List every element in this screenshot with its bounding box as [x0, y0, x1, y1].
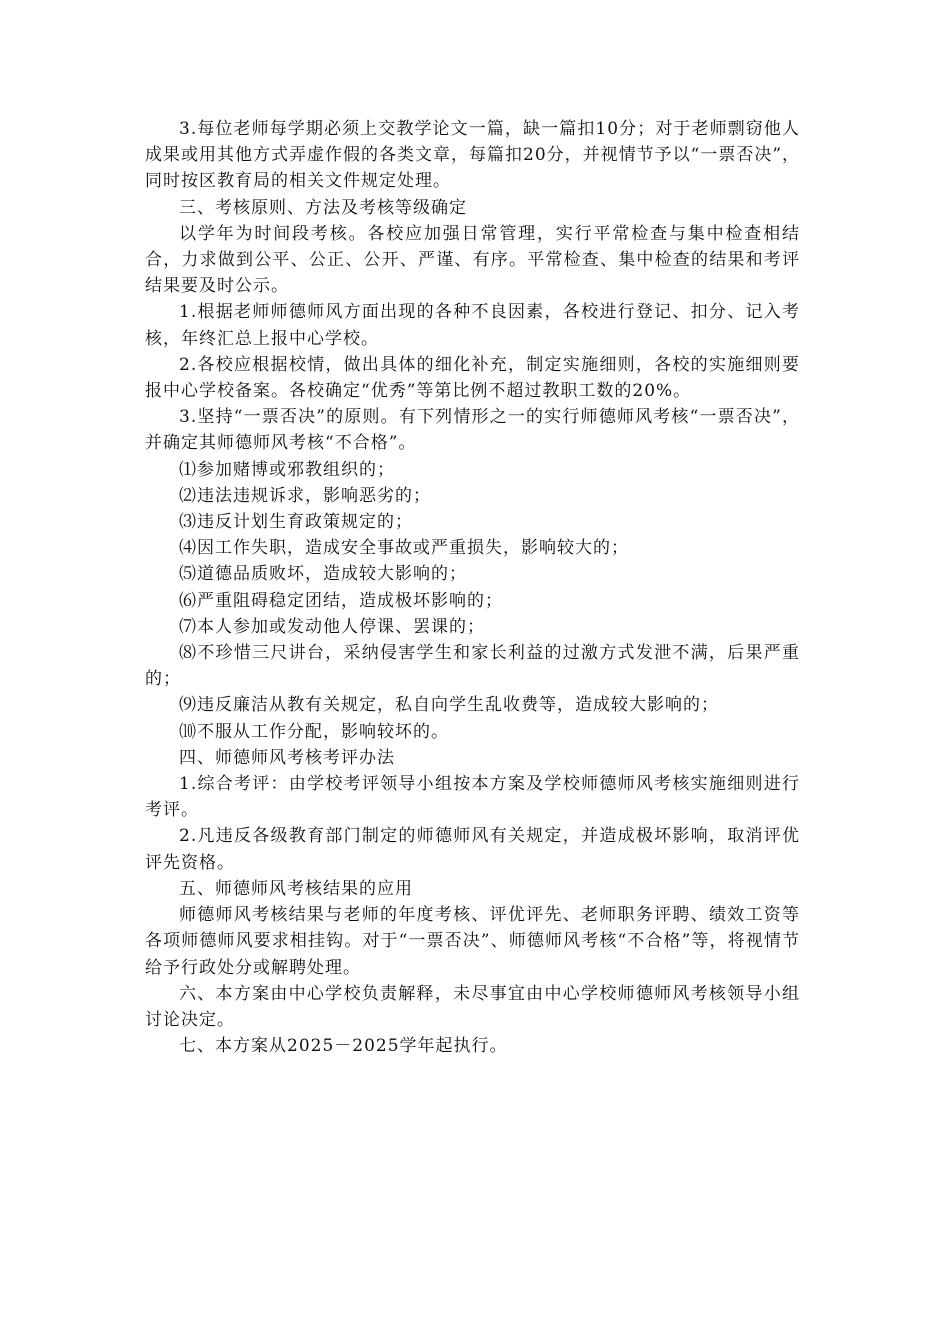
list-item-veto-3: ⑶违反计划生育政策规定的； [179, 512, 413, 533]
section-heading-6: 六、本方案由中心学校负责解释，未尽事宜由中心学校师德师风考核领导小组讨论决定。 [145, 983, 800, 1030]
list-item-veto-5: ⑸道德品质败坏，造成较大影响的； [179, 564, 467, 585]
section-heading-4: 四、师德师风考核考评办法 [179, 747, 395, 768]
section-heading-5: 五、师德师风考核结果的应用 [179, 878, 413, 899]
list-item-veto-10: ⑽不服从工作分配，影响较坏的。 [179, 721, 449, 742]
list-item-veto-6: ⑹严重阻碍稳定团结，造成极坏影响的； [179, 590, 503, 611]
paragraph-result-application: 师德师风考核结果与老师的年度考核、评优评先、老师职务评聘、绩效工资等各项师德师风要求相挂钩。对于“一票否决”、师德师风考核“不合格”等，将视情节给予行政处分或解聘处理。 [145, 905, 800, 978]
list-item-veto-4: ⑷因工作失职，造成安全事故或严重损失，影响较大的； [179, 538, 629, 559]
paragraph-method-2: 2.凡违反各级教育部门制定的师德师风有关规定，并造成极坏影响，取消评优评先资格。 [145, 826, 800, 873]
list-item-veto-2: ⑵违法违规诉求，影响恶劣的； [179, 485, 431, 506]
list-item-veto-1: ⑴参加赌博或邪教组织的； [179, 459, 395, 480]
paragraph-principle-1: 1.根据老师师德师风方面出现的各种不良因素，各校进行登记、扣分、记入考核，年终汇总上报中心学校。 [145, 302, 800, 349]
paragraph-assessment-period: 以学年为时间段考核。各校应加强日常管理，实行平常检查与集中检查相结合，力求做到公平、公正、公开、严谨、有序。平常检查、集中检查的结果和考评结果要及时公示。 [145, 223, 800, 297]
list-item-veto-9: ⑼违反廉洁从教有关规定，私自向学生乱收费等，造成较大影响的； [179, 695, 719, 716]
section-heading-3: 三、考核原则、方法及考核等级确定 [179, 197, 467, 218]
paragraph-method-1: 1.综合考评：由学校考评领导小组按本方案及学校师德师风考核实施细则进行考评。 [145, 774, 800, 821]
list-item-veto-7: ⑺本人参加或发动他人停课、罢课的； [179, 616, 485, 637]
list-item-veto-8: ⑻不珍惜三尺讲台，采纳侵害学生和家长利益的过激方式发泄不满，后果严重的； [145, 643, 800, 690]
paragraph-3-paper-requirement: 3.每位老师每学期必须上交教学论文一篇，缺一篇扣10分；对于老师剽窃他人成果或用其他方式弄虚作假的各类文章，每篇扣20分，并视情节予以“一票否决”，同时按区教育局的相关文件规定处理。 [145, 119, 801, 192]
section-heading-7: 七、本方案从2025－2025学年起执行。 [179, 1036, 508, 1057]
paragraph-principle-3: 3.坚持“一票否决”的原则。有下列情形之一的实行师德师风考核“一票否决”，并确定其师德师风考核“不合格”。 [145, 407, 800, 454]
paragraph-principle-2: 2.各校应根据校情，做出具体的细化补充，制定实施细则，各校的实施细则要报中心学校备案。各校确定“优秀”等第比例不超过教职工数的20%。 [145, 354, 800, 402]
